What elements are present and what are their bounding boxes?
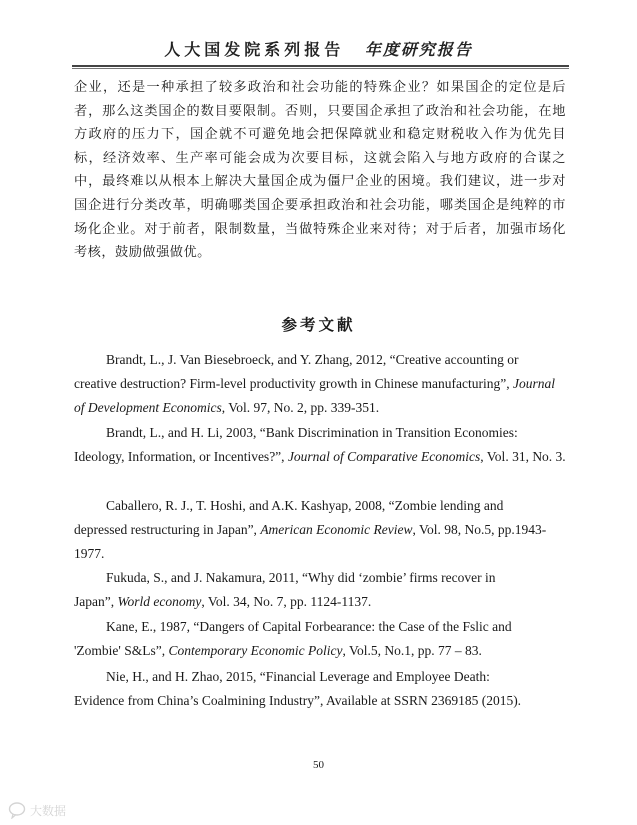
reference-item: [74, 665, 566, 713]
reference-volume: , Vol. 97, No. 2, pp. 339-351.: [221, 399, 380, 415]
reference-continuation: depressed restructuring in Japan”,: [74, 521, 257, 537]
reference-lead: Caballero, R. J., T. Hoshi, and A.K. Kashyap, 2008, “Zombie lending and: [106, 498, 504, 513]
reference-volume: , Vol. 98, No.5, pp.1943-1977.: [74, 521, 547, 561]
reference-continuation: 'Zombie' S&Ls”,: [74, 642, 166, 658]
reference-item: [74, 348, 566, 419]
reference-volume: , Vol.5, No.1, pp. 77 – 83.: [342, 642, 482, 658]
reference-volume: , Vol. 31, No. 3.: [480, 448, 566, 464]
reference-item: [74, 615, 566, 663]
reference-continuation: Ideology, Information, or Incentives?”,: [74, 448, 285, 464]
reference-continuation: creative destruction? Firm-level productivity growth in Chinese manufacturing”,: [74, 375, 510, 391]
series-title: 人大国发院系列报告: [164, 40, 345, 59]
body-paragraph: 企业，还是一种承担了较多政治和社会功能的特殊企业？如果国企的定位是后者，那么这类国企的数目要限制。否则，只要国企承担了政治和社会功能，在地方政府的压力下，国企就不可避免地会把保障就业和稳定财税收入作为优先目标，经济效率、生产率可能会成为次要目标，这就会陷入与地方政府的合谋之中，最终难以从根本上解决大量国企成为僵尸企业的困境。我们建议，进一步对国企进行分类改革，明确哪类国企要承担政治和社会功能，哪类国企是纯粹的市场化企业。对于前者，限制数量，当做特殊企业来对待；对于后者，加强市场化考核，鼓励做强做优。: [74, 80, 566, 261]
reference-lead: Kane, E., 1987, “Dangers of Capital Forbearance: the Case of the Fslic and: [106, 619, 512, 634]
header-rule-thin: [72, 68, 569, 69]
reference-item: [74, 566, 566, 614]
annual-report-title: 年度研究报告: [364, 40, 473, 59]
watermark: [8, 801, 66, 819]
journal-name: World economy: [117, 593, 202, 609]
references-heading: 参考文献: [281, 315, 356, 334]
reference-lead: Brandt, L., and H. Li, 2003, “Bank Discrimination in Transition Economies:: [106, 425, 518, 440]
journal-name: American Economic Review: [260, 521, 413, 537]
reference-lead: Fukuda, S., and J. Nakamura, 2011, “Why did ‘zombie’ firms recover in: [106, 570, 496, 585]
journal-name: Journal of Comparative Economics: [287, 448, 481, 464]
journal-name: Contemporary Economic Policy: [168, 642, 343, 658]
watermark-text: 大数据: [30, 803, 67, 818]
header-rule: [72, 65, 569, 67]
reference-lead: Brandt, L., J. Van Biesebroeck, and Y. Zhang, 2012, “Creative accounting or: [106, 352, 519, 367]
reference-volume: , Vol. 34, No. 7, pp. 1124-1137.: [201, 593, 372, 609]
journal-name: Journal of Development Economics: [74, 375, 555, 415]
page-number: 50: [313, 759, 324, 771]
reference-item: [74, 494, 566, 565]
reference-continuation: Evidence from China’s Coalmining Industry”, Available at SSRN 2369185 (2015).: [74, 692, 522, 708]
reference-item: [74, 421, 566, 469]
reference-lead: Nie, H., and H. Zhao, 2015, “Financial Leverage and Employee Death:: [106, 669, 490, 684]
chat-bubble-icon: [8, 801, 26, 819]
running-header: [0, 37, 637, 60]
reference-continuation: Japan”,: [74, 593, 115, 609]
